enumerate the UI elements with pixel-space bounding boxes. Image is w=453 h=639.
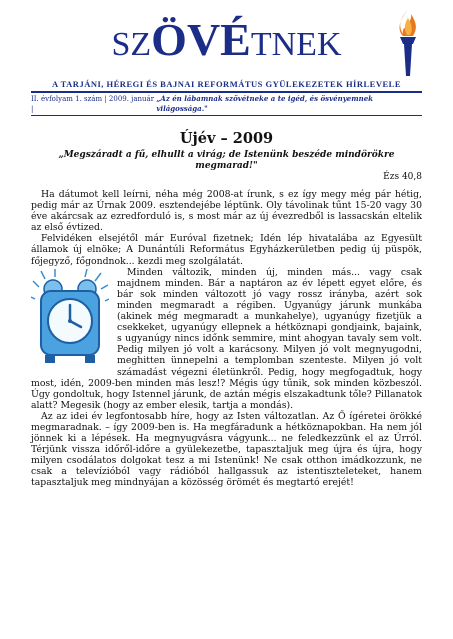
bible-reference: Ézs 40,8 <box>383 172 422 182</box>
newsletter-subtitle: A TARJÁNI, HÉREGI ÉS BAJNAI REFORMÁTUS GYÜLEKEZETEK HÍRLEVELE <box>51 79 401 89</box>
divider <box>31 115 422 116</box>
masthead <box>31 0 422 78</box>
paragraph: Ha dátumot kell leírni, néha még 2008-at írunk, s ez így megy még pár hétig, pedig már az Úrnak 2009. esztendejébe léptünk. Oly távolinak tűnt 15-20 vagy 30 éve akárcsak az ezredforduló is, s most már az új évezredből is lassacskán eltelik az első évtized. <box>31 189 422 234</box>
alarm-clock-icon <box>31 269 109 369</box>
paragraph: Felvidéken elsejétől már Euróval fizetnek; Idén lép hivatalába az Egyesült államok új elnöke; A Dunántúli Református Egyházkerületben pedig új püspök, főjegyző, főgondnok... kezdi meg szolgálatát. <box>31 233 422 267</box>
title-bold: ÖVÉ <box>151 14 251 65</box>
newsletter-title <box>31 16 422 69</box>
issue-info: II. évfolyam 1. szám | 2009. január | <box>31 95 155 113</box>
torch-icon <box>394 8 422 78</box>
paragraph: Minden változik, minden új, minden más... vagy csak majdnem minden. Bár a naptáron az év lépett egyet előre, és bár sok minden változott jó vagy rossz irányba, azért sok minden megmaradt a régiben. Ugyanúgy járunk munkába (akinek még megmaradt a munkahelye), ugyanúgy fizetjük a csekkeket, ugyanúgy ellepnek a hétköznapi gondjaink, bajaink, s ugyanúgy nincs időnk semmire, mint ahogyan tavaly sem volt. Pedig milyen jó volt a karácsony. Milyen jó volt megnyugodni, meghitten ünnepelni a templomban szenteste. Milyen jó volt számadást végezni életünkről. Pedig, hogy megfogadtuk, hogy most, idén, 2009-ben minden más lesz!? Mégis úgy tűnik, sok minden közbeszól. Úgy gondoltuk, hogy Istennel járunk, de aztán mégis elszakadtunk tőle? Pillanatok alatt? Megesik (hogy az ember elesik, tartja a mondás). <box>31 266 422 411</box>
issue-bar <box>31 93 422 115</box>
motto: „Az én lábamnak szövétneke a te igéd, és ösvényemnek világossága." <box>156 94 374 113</box>
title-prefix: SZ <box>111 26 152 63</box>
bible-quote: „Megszáradt a fű, elhullt a virág; de Istenünk beszéde mindörökre megmarad!" <box>58 150 395 171</box>
article-heading: Újév – 2009 <box>179 130 274 147</box>
article-body <box>31 189 422 489</box>
paragraph: Az az idei év legfontosabb híre, hogy az Isten változatlan. Az Ő ígéretei örökké megmaradnak. – így 2009-ben is. Ha megfáradunk a hétköznapokban. Ha nem jól jönnek ki a lépések. Ha megnyugvásra vágyunk... ne feledkezzünk el az Úrról. Térjünk vissza időről-időre a gyülekezetbe, tapasztaljuk meg újra és újra, hogy milyen csodálatos dolgokat tesz a mi Istenünk! Ne csak otthon imádkozzunk, ne csak a televízióból vagy rádióból hallgassuk az istentiszteleteket, hanem tapasztaljuk meg mindnyájan a közösség örömét és megtartó erejét! <box>31 410 422 489</box>
title-suffix: TNEK <box>250 26 342 63</box>
